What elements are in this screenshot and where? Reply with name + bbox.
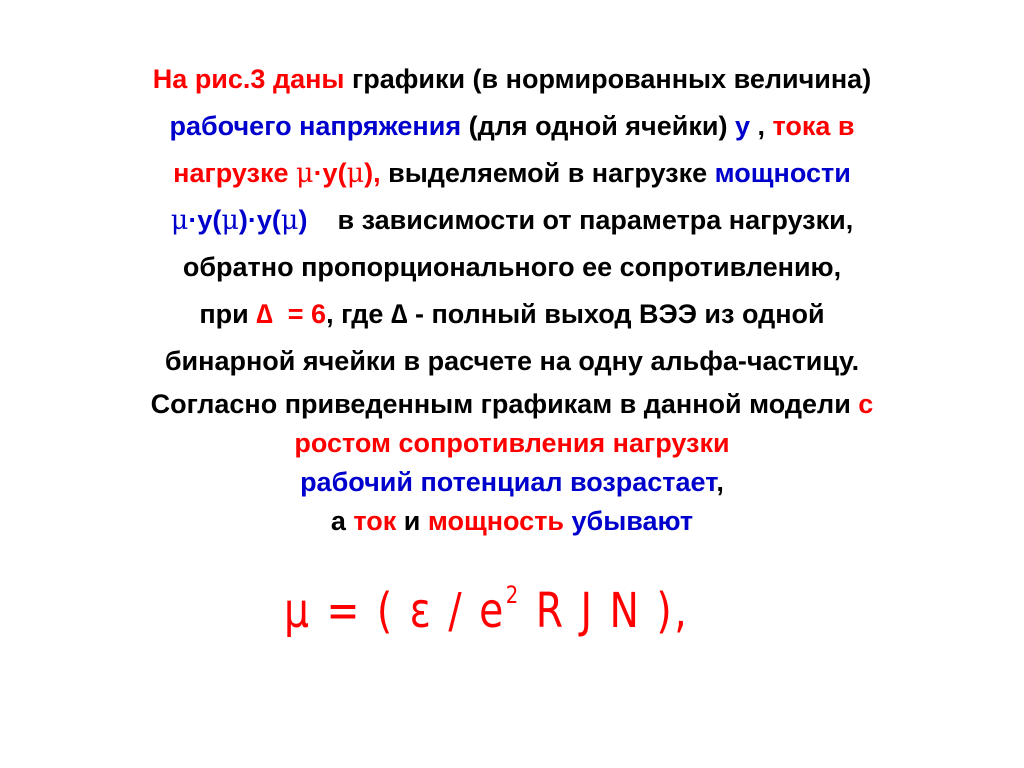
text-run: )·у( xyxy=(238,205,281,235)
text-run: ) xyxy=(298,205,308,235)
formula xyxy=(284,578,690,644)
text-run: ∆ xyxy=(256,299,273,329)
text-run: , xyxy=(749,111,773,141)
text-run: ·у( xyxy=(188,205,222,235)
text-line-3 xyxy=(20,150,1004,197)
text-run: ток xyxy=(353,506,404,536)
text-run: и xyxy=(403,506,428,536)
text-run: нагрузке xyxy=(173,158,296,188)
text-line-1 xyxy=(20,56,1004,103)
text-run: обратно пропорционального ее сопротивлению, xyxy=(182,252,842,282)
text-run: с xyxy=(858,389,874,419)
text-run: рабочий потенциал возрастает xyxy=(300,467,717,497)
text-run: рабочего напряжения xyxy=(169,111,469,141)
text-run: при xyxy=(199,299,257,329)
text-line-10 xyxy=(20,463,1004,502)
text-run: мощность xyxy=(427,506,572,536)
formula-exponent: 2 xyxy=(505,581,521,609)
text-run: μ xyxy=(221,205,239,236)
text-run: тока в xyxy=(772,111,855,141)
text-run: ), xyxy=(364,158,389,188)
text-run: - полный выход ВЭЭ из одной xyxy=(407,299,825,329)
text-run: графики (в нормированных величина) xyxy=(351,64,872,94)
text-line-5 xyxy=(20,244,1004,291)
text-line-4 xyxy=(20,197,1004,244)
text-run: y xyxy=(734,111,750,141)
text-run: μ xyxy=(280,205,299,236)
text-run: в зависимости от параметра нагрузки, xyxy=(307,205,854,235)
text-run: , xyxy=(716,467,724,497)
text-run: ∆ xyxy=(390,299,408,329)
text-run: Согласно приведенным графикам в данной модели xyxy=(150,389,859,419)
text-run: На рис.3 даны xyxy=(152,64,352,94)
text-line-9 xyxy=(20,424,1004,463)
text-run: мощности xyxy=(714,158,851,188)
formula-main: μ = ( ε / e xyxy=(284,583,506,639)
text-line-8 xyxy=(20,385,1004,424)
text-run: μ xyxy=(170,205,189,236)
text-run: , где xyxy=(326,299,391,329)
slide-text xyxy=(20,56,1004,541)
text-line-7 xyxy=(20,338,1004,385)
text-run: ростом сопротивления нагрузки xyxy=(294,428,730,458)
text-run: ·у( xyxy=(313,158,347,188)
formula-tail: R J N ), xyxy=(520,583,690,639)
text-run: μ xyxy=(346,158,365,189)
text-line-2 xyxy=(20,103,1004,150)
text-run: выделяемой в нагрузке xyxy=(388,158,715,188)
text-run: а xyxy=(330,506,354,536)
text-line-11 xyxy=(20,502,1004,541)
text-run: (для одной ячейки) xyxy=(468,111,735,141)
text-run: μ xyxy=(296,158,314,189)
text-run: = 6 xyxy=(272,299,327,329)
text-run: бинарной ячейки в расчете на одну альфа-частицу. xyxy=(164,346,860,376)
text-run: убывают xyxy=(571,506,694,536)
text-line-6 xyxy=(20,291,1004,338)
